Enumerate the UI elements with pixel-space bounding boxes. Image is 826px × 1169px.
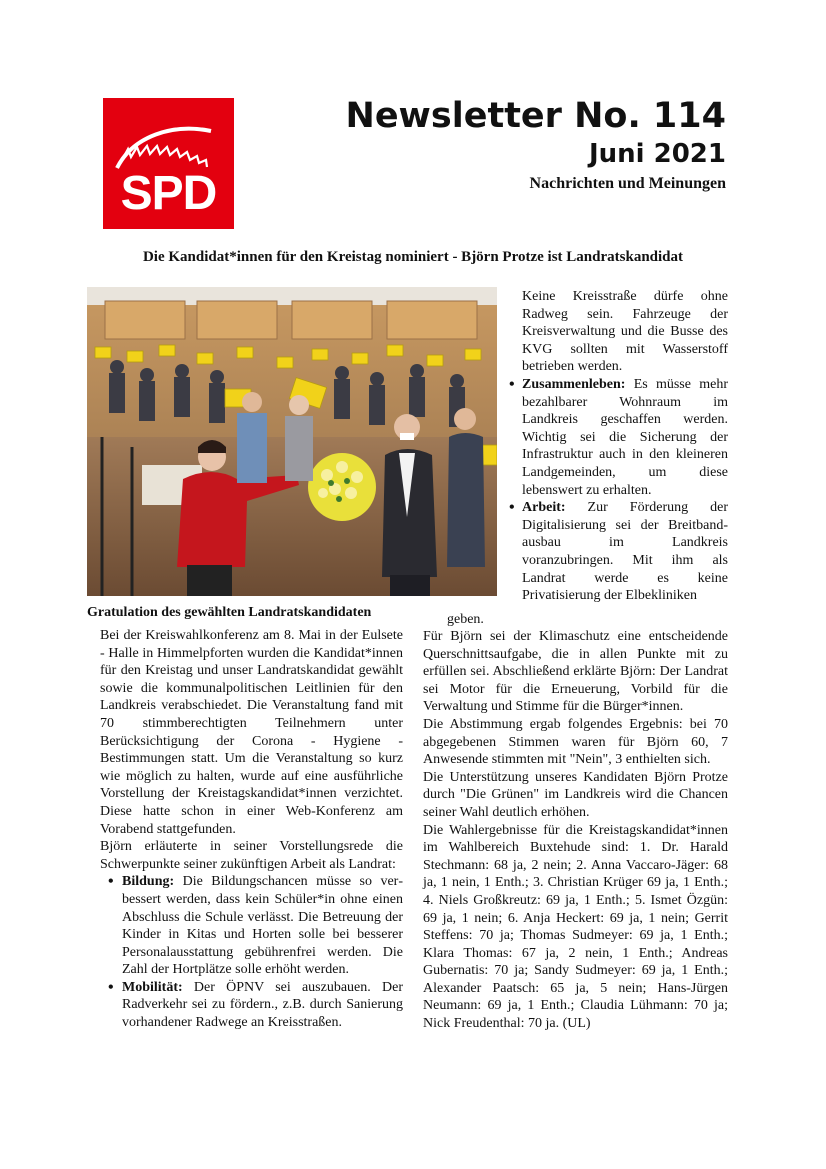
text-stub: geben. [447,612,484,627]
bullet-icon: • [108,978,114,996]
item-label: Zusammenleben: [522,376,626,392]
mobility-continuation: Keine Kreisstraße dürfe ohne Radweg sein. Fahrzeuge der Kreisverwaltung und die Busse des KVG sollten mit Wasserstoff betrieben werden. [522,289,728,375]
paragraph: Björn erläuterte in seiner Vorstellungsrede die Schwerpunkte seiner zukünftigen Arbeit als Landrat: [100,839,403,872]
right-column [423,628,728,1033]
priority-list [100,873,403,1031]
paragraph: Bei der Kreiswahlkonferenz am 8. Mai in der Eulsete - Halle in Himmelpforten wurden die Kandidat*innen für den Kreistag und unser Landratskandidat gewählt sowie die kommunalpolitischen Leitlinien für den Landkreis verabschiedet. Die Veranstaltung fand mit 70 stimmberechtigten Teilnehmern unter Berücksichtigung der Corona - Hygiene - Bestimmungen statt. Um die Veranstaltung so kurz wie möglich zu halten, wurde auf eine ausführliche Vorstellung der Kreistagskandidat*innen verzichtet. Diese hatte schon in einer Web-Konferenz am Vorabend stattgefunden. [100,628,403,837]
article-headline: Die Kandidat*innen für den Kreistag nominiert - Björn Protze ist Landratskandidat [142,249,684,265]
item-label: Arbeit: [522,500,566,516]
bullet-icon: • [108,873,114,891]
newsletter-date: Juni 2021 [588,139,726,169]
item-text: Zur Förderung der Digitalisierung sei der Breitbandausbau im Landkreis voranzubringen. Mit ihm als Landrat werde es keine Privatisierung der Elbekliniken [522,500,728,604]
newsletter-subtitle: Nachrichten und Meinungen [529,175,726,192]
left-column [100,627,403,1032]
list-item [100,979,403,1032]
paragraph: Die Wahlergebnisse für die Kreistagskandidat*innen im Wahlbereich Buxtehude sind: 1. Dr. Harald Stechmann: 68 ja, 2 nein; 2. Anna Vaccaro-Jäger: 68 ja, 1 nein, 1 Enth.; 3. Christian Krüger 69 ja, 1 Enth.; 4. Niels Großkreutz: 69 ja, 1 Enth.; 5. Ismet Özgün: 69 ja, 1 nein; 6. Anja Heckert: 69 ja, 1 nein; Gerrit Steffens: 70 ja; Thomas Sudmeyer: 69 ja, 1 Enth.; Klara Thomas: 67 ja, 2 nein, 1 Enth.; Andreas Gubernatis: 70 ja; Sandy Sudmeyer: 69 ja, 1 Enth.; Alexander Paatsch: 65 ja, 5 nein; Hans-Jürgen Neumann: 69 ja, 1 Enth.; Claudia Lühmann: 70 ja; Nick Freudenthal: 70 ja. (UL) [423,822,728,1032]
bullet-icon: • [509,499,515,517]
list-item [509,499,728,605]
list-item [509,375,728,499]
paragraph: Die Unterstützung unseres Kandidaten Björn Protze durch "Die Grünen" im Landkreis wird die Chancen seiner Wahl deutlich erhöhen. [423,769,728,820]
paragraph: Die Abstimmung ergab folgendes Ergebnis: bei 70 abgegebenen Stimmen waren für Björn 60, 7 Anwesende stimmten mit "Nein", 3 enthielten sich. [423,716,728,768]
priority-list-continued [509,375,728,605]
item-label: Mobilität: [122,979,183,995]
item-label: Bildung: [122,874,175,890]
spd-logo [103,98,234,229]
logo-text: SPD [120,167,217,220]
newsletter-title: Newsletter No. 114 [345,96,726,136]
paragraph: Für Björn sei der Klimaschutz eine entscheidende Querschnittsaufgabe, die in allen Punkte mit zu erfüllen sei. Abschließend erklärte Björn: Der Landrat sei Motor für die Erneuerung, Vorbild für die Verwaltung und Stimme für die Bürger*innen. [423,629,728,715]
item-text: Der ÖPNV sei auszubauen. Der Radverkehr sei zu fördern., z.B. durch Sanierung vorhandener Radwege an Kreisstraßen. [122,979,403,1031]
event-photo [87,287,497,596]
right-column-top [509,288,728,605]
item-text: Es müsse mehr bezahlbarer Wohnraum im Landkreis geschaffen werden. Wichtig sei die Sicherung der Infrastruktur auch in den kleineren Landgemeinden, um diese lebenswert zu erhalten. [522,376,728,498]
list-item [100,873,403,979]
item-text: Die Bildungschancen müsse so verbessert werden, dass kein Schüler*in ohne einen Abschluss die Schule verlässt. Die Betreuung der Kinder in Kitas und Horten solle bei besserer Personalausstattung gebührenfrei werden. Die Zahl der Hortplätze solle erhöht werden. [122,874,403,978]
photo-caption: Gratulation des gewählten Landratskandidaten [87,605,372,620]
bullet-icon: • [509,375,515,393]
